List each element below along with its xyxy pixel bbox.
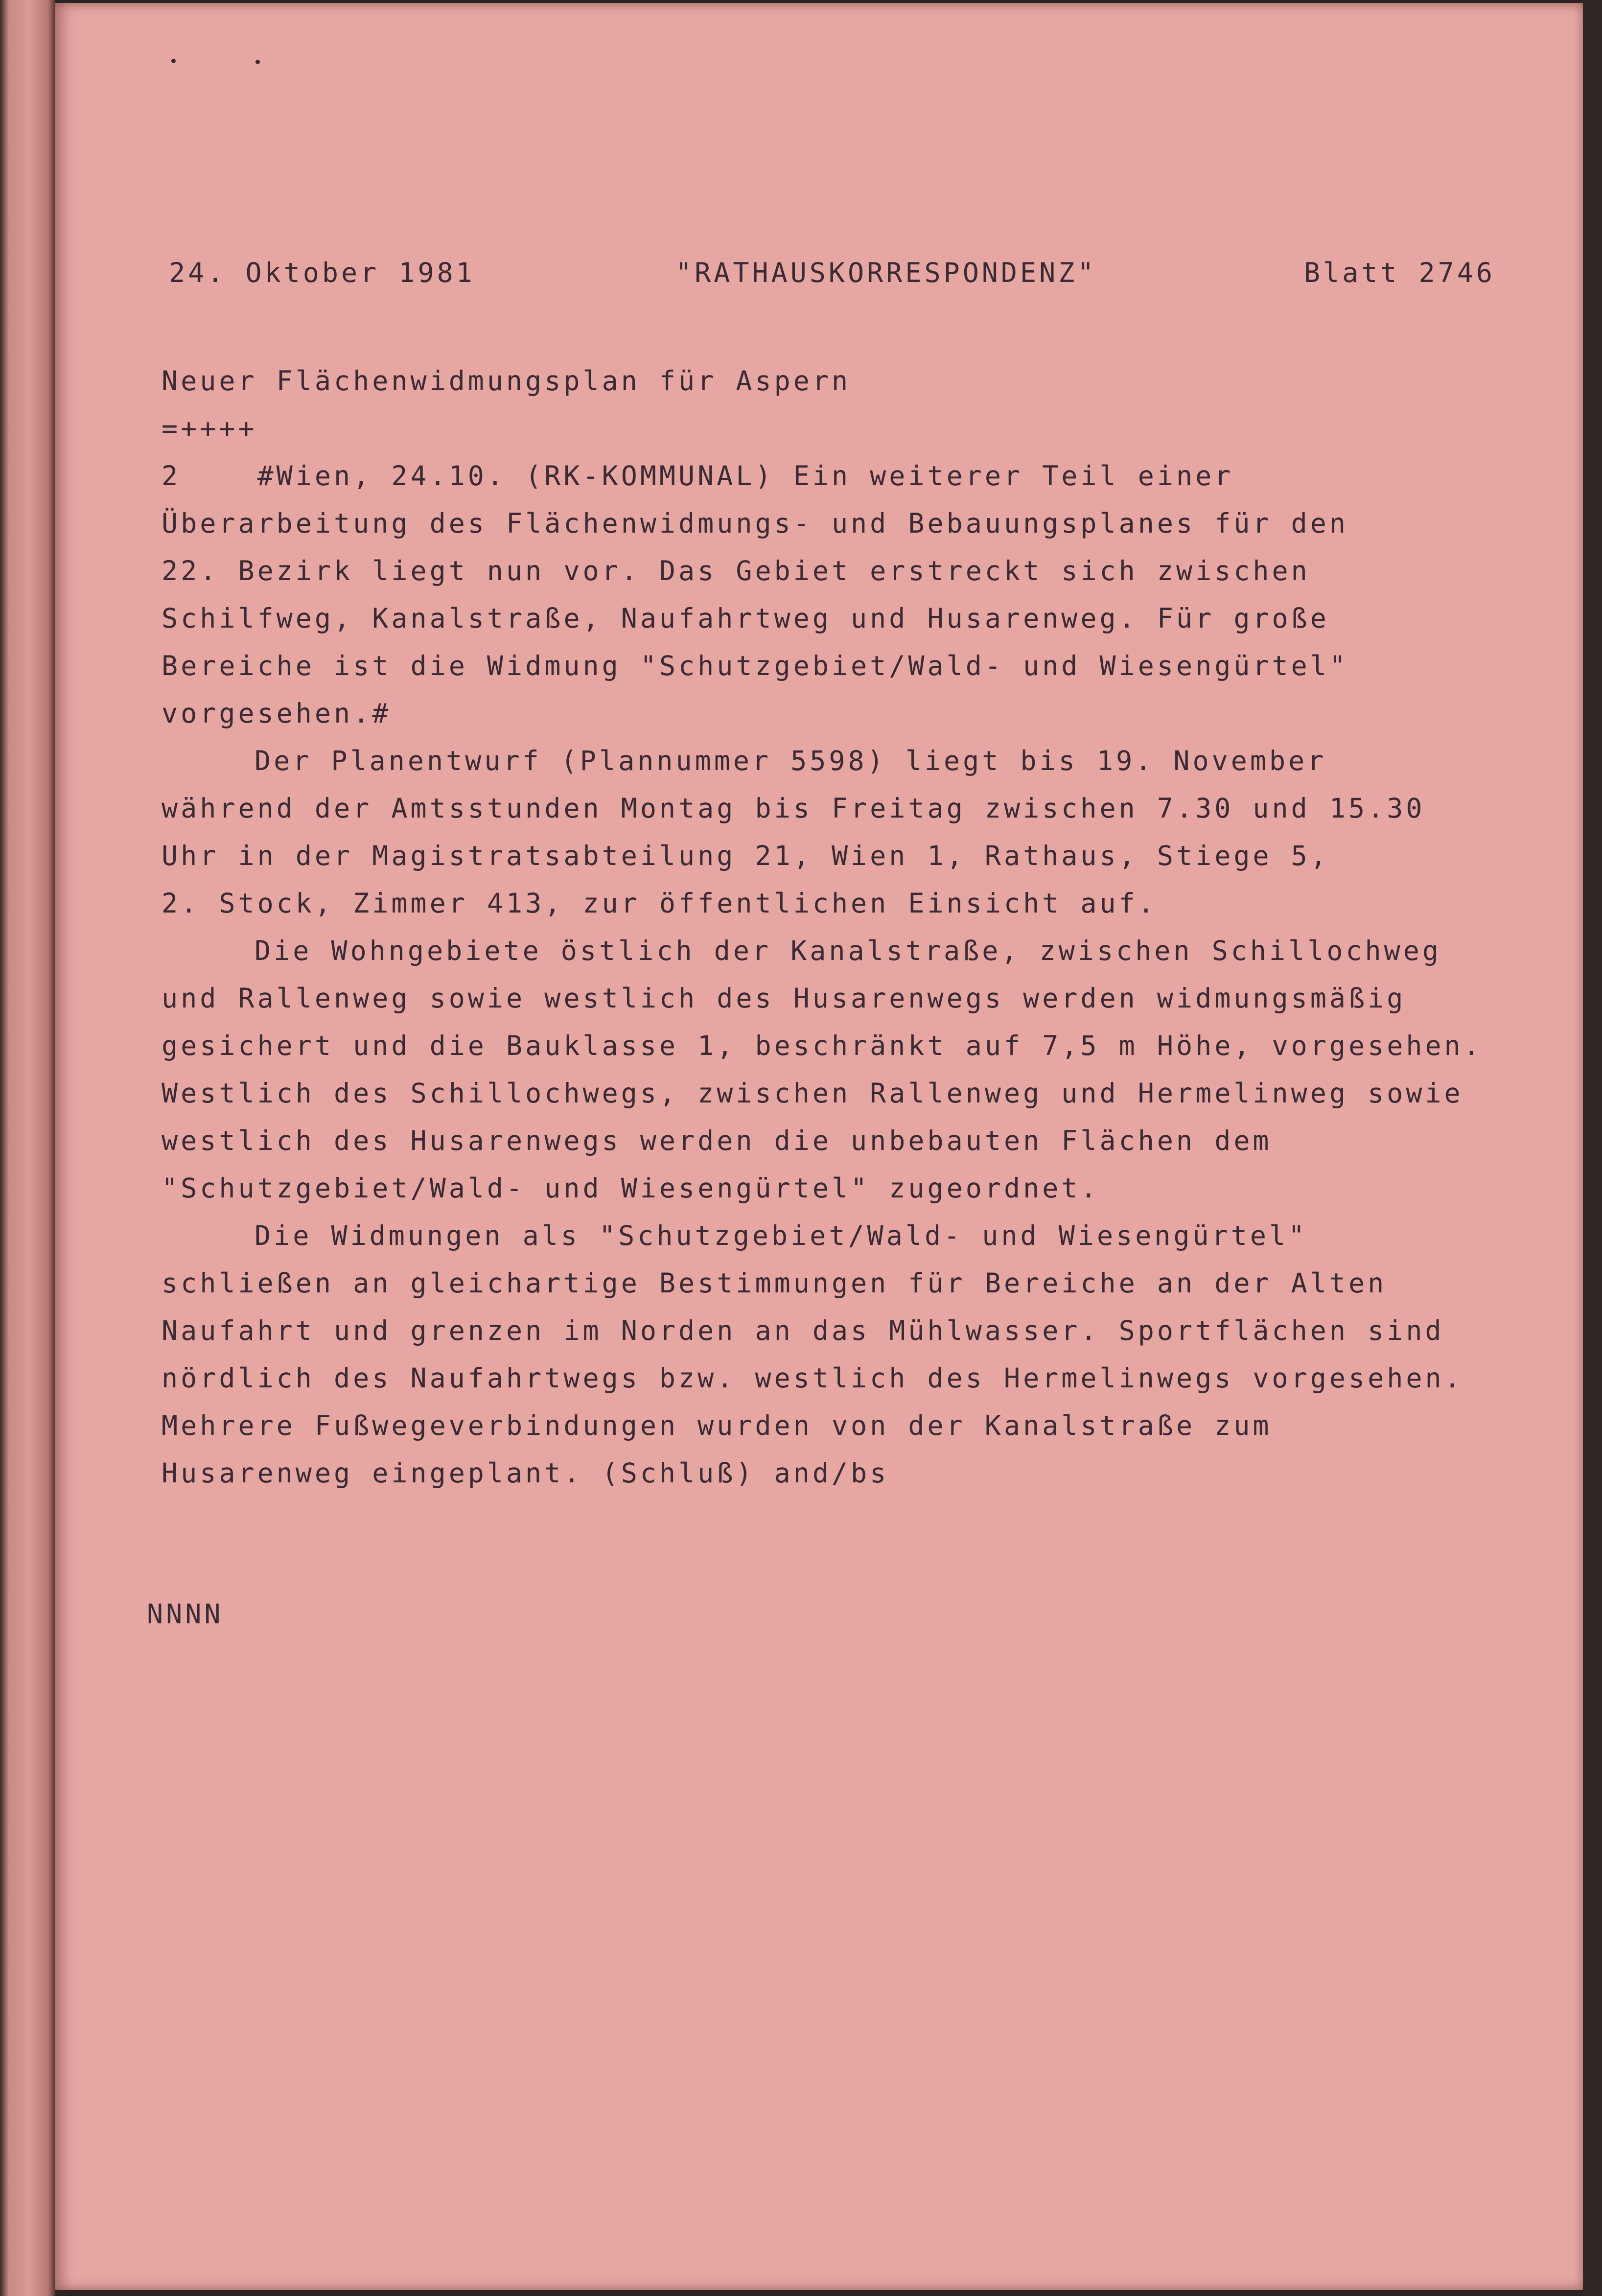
article-line: 2 #Wien, 24.10. (RK-KOMMUNAL) Ein weiterer Teil einer [162, 460, 1234, 492]
article-line: gesichert und die Bauklasse 1, beschränkt auf 7,5 m Höhe, vorgesehen. [162, 1030, 1483, 1061]
article-line: "Schutzgebiet/Wald- und Wiesengürtel" zugeordnet. [162, 1172, 1100, 1204]
article-line: 2. Stock, Zimmer 413, zur öffentlichen Einsicht auf. [162, 888, 1157, 919]
article-line: vorgesehen.# [162, 698, 392, 729]
header-sheet-number: Blatt 2746 [1303, 257, 1495, 288]
headline-separator: =++++ [162, 413, 257, 444]
article-line: Die Wohngebiete östlich der Kanalstraße, zwischen Schillochweg [255, 935, 1441, 966]
header-date: 24. Oktober 1981 [169, 257, 475, 288]
article-line: schließen an gleichartige Bestimmungen für Bereiche an der Alten [162, 1267, 1387, 1299]
article-line: Husarenweg eingeplant. (Schluß) and/bs [162, 1457, 889, 1489]
article-line: Naufahrt und grenzen im Norden an das Mühlwasser. Sportflächen sind [162, 1315, 1444, 1346]
article-line: Mehrere Fußwegeverbindungen wurden von der Kanalstraße zum [162, 1410, 1272, 1441]
scan-border [1583, 0, 1602, 2296]
article-body [162, 357, 1522, 1497]
end-of-message-mark: NNNN [147, 1598, 224, 1630]
article-line: während der Amtsstunden Montag bis Freitag zwischen 7.30 und 15.30 [162, 793, 1425, 824]
article-line: Die Widmungen als "Schutzgebiet/Wald- und Wiesengürtel" [255, 1220, 1308, 1251]
punch-mark [255, 60, 260, 64]
header-publication: "RATHAUSKORRESPONDENZ" [675, 257, 1097, 288]
article-line: westlich des Husarenwegs werden die unbebauten Flächen dem [162, 1125, 1272, 1156]
page-header [169, 257, 1495, 296]
article-line: und Rallenweg sowie westlich des Husarenwegs werden widmungsmäßig [162, 983, 1406, 1014]
article-line: Überarbeitung des Flächenwidmungs- und Bebauungsplanes für den [162, 508, 1348, 539]
article-line: Uhr in der Magistratsabteilung 21, Wien 1, Rathaus, Stiege 5, [162, 840, 1329, 871]
article-line: Der Planentwurf (Plannummer 5598) liegt bis 19. November [255, 745, 1327, 776]
binding-edge [0, 0, 55, 2296]
article-line: 22. Bezirk liegt nun vor. Das Gebiet erstreckt sich zwischen [162, 555, 1310, 586]
punch-mark [171, 59, 176, 63]
article-line: Westlich des Schillochwegs, zwischen Rallenweg und Hermelinweg sowie [162, 1078, 1463, 1109]
article-headline: Neuer Flächenwidmungsplan für Aspern [162, 365, 851, 397]
article-line: Schilfweg, Kanalstraße, Naufahrtweg und Husarenweg. Für große [162, 603, 1329, 634]
article-line: nördlich des Naufahrtwegs bzw. westlich des Hermelinwegs vorgesehen. [162, 1362, 1463, 1394]
article-line: Bereiche ist die Widmung "Schutzgebiet/Wald- und Wiesengürtel" [162, 650, 1348, 681]
